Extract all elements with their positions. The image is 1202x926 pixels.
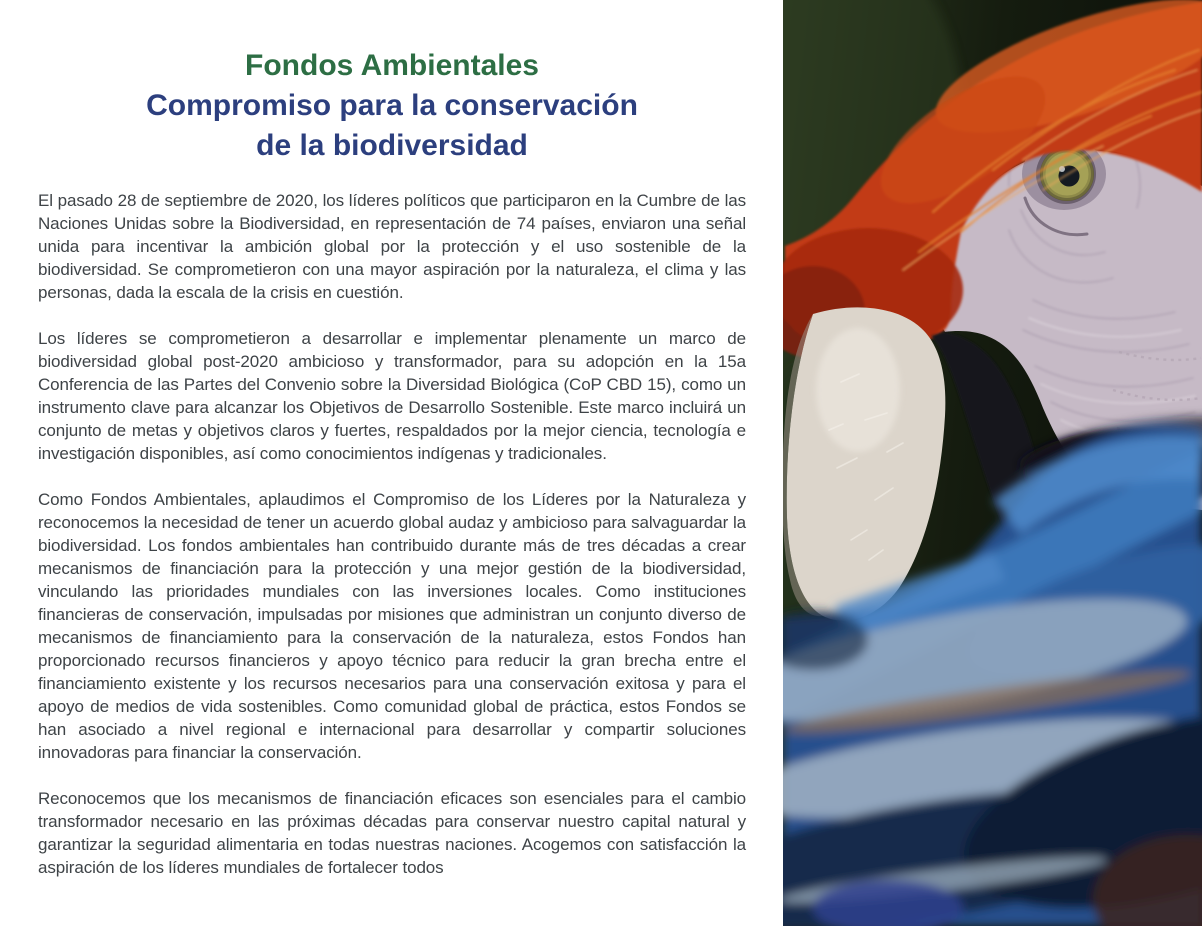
- macaw-photo-illustration: [783, 0, 1202, 926]
- paragraph-4: Reconocemos que los mecanismos de financiación eficaces son esenciales para el cambio transformador necesario en las próximas décadas para conservar nuestro capital natural y garantizar la seguridad alimentaria en todas nuestras naciones. Acogemos con satisfacción la aspiración de los líderes mundiales de fortalecer todos: [38, 789, 746, 877]
- page-subtitle-line-1: Compromiso para la conservación: [146, 89, 638, 122]
- paragraph-1: El pasado 28 de septiembre de 2020, los líderes políticos que participaron en la Cumbre de las Naciones Unidas sobre la Biodiversidad, en representación de 74 países, enviaron una señal unida para incentivar la ambición global por la protección y el uso sostenible de la biodiversidad. Se comprometieron con una mayor aspiración por la naturaleza, el clima y las personas, dada la escala de la crisis en cuestión.: [38, 191, 746, 302]
- page-subtitle-line-2: de la biodiversidad: [256, 129, 528, 162]
- beak-sheen: [816, 328, 900, 452]
- paragraph-2: Los líderes se comprometieron a desarrollar e implementar plenamente un marco de biodiversidad global post-2020 ambicioso y transformador, para su adopción en la 15a Conferencia de las Partes del Convenio sobre la Diversidad Biológica (CoP CBD 15), como un instrumento clave para alcanzar los Objetivos de Desarrollo Sostenible. Este marco incluirá un conjunto de metas y objetivos claros y fuertes, respaldados por la mejor ciencia, tecnología e investigación disponibles, así como conocimientos indígenas y tradicionales.: [38, 329, 746, 463]
- page-subtitle: [38, 86, 746, 166]
- page-title: Fondos Ambientales: [245, 49, 539, 82]
- macaw-photo: [783, 0, 1202, 926]
- paragraph-3: Como Fondos Ambientales, aplaudimos el Compromiso de los Líderes por la Naturaleza y reconocemos la necesidad de tener un acuerdo global audaz y ambicioso para salvaguardar la biodiversidad. Los fondos ambientales han contribuido durante más de tres décadas a crear mecanismos de financiación para la protección y una mejor gestión de la biodiversidad, vinculando las prioridades mundiales con las inversiones locales. Como instituciones financieras de conservación, impulsadas por misiones que administran un conjunto diverso de mecanismos de financiamiento para la conservación de la naturaleza, estos Fondos han proporcionado recursos financieros y apoyo técnico para reducir la gran brecha entre el financiamiento existente y los recursos necesarios para una conservación exitosa y para el apoyo de medios de vida sostenibles. Como comunidad global de práctica, estos Fondos se han asociado a nivel regional e internacional para desarrollar y compartir soluciones innovadoras para financiar la conservación.: [38, 490, 746, 762]
